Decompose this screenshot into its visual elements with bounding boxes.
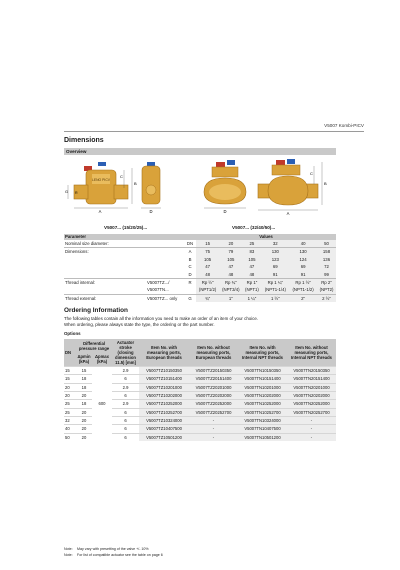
cell-dp-min: 15 [76,367,92,375]
col-item-eu-no-measuring: Item No. without measuring ports, European threads [189,339,238,367]
dimension-value: 32 [261,240,289,248]
dimension-value: 91 [261,271,289,279]
cell-dn: 50 [64,433,76,441]
dimension-value: 75 [196,248,219,256]
cell-item-eu-no-measuring: - [189,417,238,425]
dimension-value: Rp 1 ¼" [261,279,289,287]
row-symbol: DN [186,241,194,246]
ordering-intro-2: When ordering, please always state the type, the ordering or the part number. [64,322,215,327]
dimensions-row [64,279,336,287]
cell-item-eu-no-measuring: - [189,433,238,441]
row-label: Thread external: [64,294,146,302]
dimension-value: (NPT2) [317,286,336,294]
cell-item-eu-no-measuring: V5007TZ20201000 [189,383,238,391]
note-2-text: For list of compatible actuator see the table on page 6 [77,553,163,557]
cell-item-eu-no-measuring: V5007TZ20150350 [189,367,238,375]
cell-stroke: 6 [112,408,139,416]
row-code [146,271,184,279]
dimension-value: Rp 1 ½" [289,279,317,287]
col-diff-pressure: Differential pressure range [76,339,112,352]
cell-item-eu-no-measuring: - [189,425,238,433]
cell-item-npt-no-measuring: V5007TN20201000 [287,383,336,391]
dimension-value: 1" [219,294,242,302]
dimension-value: (NPT3/4) [219,286,242,294]
dimension-value: Rp ¾" [219,279,242,287]
row-label [64,263,146,270]
col-dn: DN [64,339,76,367]
dimension-value: 79 [219,248,242,256]
dimension-value: 2 ½" [317,294,336,302]
dimension-value: (NPT1-1/2) [289,286,317,294]
dimension-value: (NPT1-1/4) [261,286,289,294]
dimension-value: 47 [219,263,242,270]
cell-dp-min: 20 [76,392,92,400]
cell-stroke: 6 [112,392,139,400]
row-code [146,263,184,270]
cell-item-eu-measuring: V5007TZ10501200 [139,433,189,441]
cell-stroke: 6 [112,375,139,383]
cell-dp-min: 18 [76,375,92,383]
dimension-value: 47 [242,263,261,270]
ordering-title: Ordering Information [64,307,128,314]
cell-item-npt-no-measuring: - [287,417,336,425]
svg-text:G: G [65,189,69,194]
dimension-value: Rp ½" [196,279,219,287]
row-symbol: B [188,256,192,262]
dimension-value: 99 [317,271,336,279]
large-valve-front-drawing [204,160,246,214]
cell-item-npt-measuring: V5007TN10150350 [238,367,287,375]
svg-text:B: B [324,181,327,186]
cell-dp-max: 600 [92,367,112,442]
cell-dn: 20 [64,383,76,391]
cell-item-eu-no-measuring: V5007TZ20252700 [189,408,238,416]
cell-stroke: 2.9 [112,367,139,375]
cell-dp-min: 20 [76,425,92,433]
cell-item-npt-measuring: V5007TN10202000 [238,392,287,400]
row-label: Dimensions: [64,248,146,256]
section-title: Dimensions [64,137,104,144]
dimension-value: Rp 2" [317,279,336,287]
cell-dp-min: 18 [76,400,92,408]
cell-dn: 15 [64,367,76,375]
dimension-value: 130 [289,248,317,256]
cell-item-eu-no-measuring: V5007TZ20202000 [189,392,238,400]
valve-drawings [64,158,336,224]
dimensions-row [64,294,336,302]
svg-text:C: C [310,171,313,176]
header-rule [64,131,364,132]
cell-stroke: 6 [112,417,139,425]
cell-item-npt-no-measuring: V5007TN20150350 [287,367,336,375]
svg-text:A: A [98,209,102,214]
cell-item-eu-measuring: V5007TZ10252000 [139,400,189,408]
dimension-value: 40 [289,240,317,248]
row-code: V5007TZ.../ [146,279,184,287]
dimension-value: 136 [317,256,336,263]
options-row [64,367,336,375]
note-1-text: May vary with presetting of the valve +/- 10% [77,547,149,551]
cell-item-npt-no-measuring: V5007TN20252000 [287,400,336,408]
svg-text:C: C [120,174,123,179]
dimension-value: 48 [219,271,242,279]
dimension-value: 130 [261,248,289,256]
row-code: V5007TZ... only [146,294,184,302]
dimension-value: 1 ¼" [242,294,261,302]
dimension-value: Rp 1" [242,279,261,287]
dimension-value: ¾" [196,294,219,302]
dimension-value: 72 [317,263,336,270]
row-label [64,271,146,279]
dimension-value: (NPT1/2) [196,286,219,294]
cell-stroke: 6 [112,433,139,441]
dimension-value: 124 [289,256,317,263]
cell-item-npt-no-measuring: V5007TN20151400 [287,375,336,383]
dimension-value: 69 [261,263,289,270]
cell-dn: 40 [64,425,76,433]
dimension-value: 91 [289,271,317,279]
dimension-value: 2" [289,294,317,302]
dimensions-row [64,256,336,263]
ordering-intro-1: The following tables contain all the information you need to make an order of an item of your choice. [64,316,259,321]
svg-text:D: D [223,209,227,214]
cell-dn: 25 [64,400,76,408]
dimensions-row [64,248,336,256]
cell-dn: 32 [64,417,76,425]
cell-item-npt-no-measuring: V5007TN20252700 [287,408,336,416]
svg-text:D: D [149,209,153,214]
cell-dp-min: 20 [76,408,92,416]
cell-item-npt-no-measuring: V5007TN20202000 [287,392,336,400]
row-symbol [184,286,196,294]
document-header-title: V5007 Kombi-PICV [324,123,364,128]
cell-item-eu-no-measuring: V5007TZ20151400 [189,375,238,383]
cell-item-eu-measuring: V5007TZ10252700 [139,408,189,416]
row-symbol: G [184,294,196,302]
cell-item-eu-no-measuring: V5007TZ20252000 [189,400,238,408]
col-parameter: Parameter [64,234,196,240]
dimensions-table [64,234,336,302]
cell-item-npt-measuring: V5007TN10151400 [238,375,287,383]
cell-item-eu-measuring: V5007TZ10407500 [139,425,189,433]
cell-dp-min: 18 [76,383,92,391]
cell-item-eu-measuring: V5007TZ10201000 [139,383,189,391]
row-symbol: C [188,264,192,270]
dimensions-row [64,240,336,248]
col-dp-min: Δpmin (kPa) [76,352,92,366]
dimension-value: 69 [289,263,317,270]
small-valve-front-drawing [65,162,137,214]
dimension-value: 105 [196,256,219,263]
cell-dn: 25 [64,408,76,416]
dimension-value: 123 [261,256,289,263]
dimension-value: 1 ½" [261,294,289,302]
cell-item-npt-measuring: V5007TN10324000 [238,417,287,425]
cell-dp-min: 20 [76,417,92,425]
note-1-key: Note: [64,547,73,551]
cell-item-npt-measuring: V5007TN10501200 [238,433,287,441]
cell-stroke: 2.9 [112,383,139,391]
row-code [146,256,184,263]
dimension-value: 83 [242,248,261,256]
row-symbol: A [184,248,196,256]
row-symbol: D [188,271,192,277]
note-1 [64,547,149,551]
dimension-value: (NPT1) [242,286,261,294]
note-2 [64,553,163,557]
cell-item-npt-measuring: V5007TN10252000 [238,400,287,408]
col-dp-max: Δpmax (kPa) [92,352,112,366]
note-2-key: Note: [64,553,73,557]
col-item-eu-measuring: Item No. with measuring ports, European threads [139,339,189,367]
cell-stroke: 2.9 [112,400,139,408]
large-valve-side-drawing [258,159,327,216]
row-symbol: R [184,279,196,287]
caption-small-valves: V5007... (15/20/25)... [104,225,148,230]
cell-item-npt-measuring: V5007TN10407500 [238,425,287,433]
cell-item-eu-measuring: V5007TZ10324000 [139,417,189,425]
row-label [64,286,146,294]
cell-item-npt-no-measuring: - [287,425,336,433]
col-values: Values [196,234,336,240]
cell-item-npt-no-measuring: - [287,433,336,441]
dimensions-row [64,271,336,279]
row-code [146,240,184,248]
row-code [146,248,184,256]
cell-item-npt-measuring: V5007TN10201000 [238,383,287,391]
row-label: Nominal size diameter: [65,241,109,246]
dimension-value: 158 [317,248,336,256]
cell-item-eu-measuring: V5007TZ10202000 [139,392,189,400]
dimension-value: 25 [242,240,261,248]
dimension-value: 105 [219,256,242,263]
cell-dn: 15 [64,375,76,383]
dimension-value: 105 [242,256,261,263]
row-code: V5007TN... [147,287,169,293]
caption-large-valves: V5007... (32/40/50)... [232,225,276,230]
col-item-npt-no-measuring: Item No. without measuring ports, Internal NPT threads [287,339,336,367]
svg-text:R: R [75,191,78,195]
dimension-value: 20 [219,240,242,248]
dimensions-row [64,263,336,270]
cell-dp-min: 20 [76,433,92,441]
col-actuator-stroke: Actuator stroke (closing dimension 11.5) [mm] [112,339,139,367]
svg-text:A: A [286,211,290,216]
cell-item-npt-measuring: V5007TN10252700 [238,408,287,416]
overview-bar: Overview [64,148,336,155]
dimension-value: 47 [196,263,219,270]
cell-dn: 20 [64,392,76,400]
svg-text:B: B [134,181,137,186]
cell-item-eu-measuring: V5007TZ10151400 [139,375,189,383]
dimensions-row [64,286,336,294]
cell-item-eu-measuring: V5007TZ10150350 [139,367,189,375]
row-label [64,256,146,263]
dimension-value: 48 [242,271,261,279]
dimension-value: 15 [196,240,219,248]
options-title: Options [64,331,81,336]
cell-stroke: 6 [112,425,139,433]
small-valve-side-drawing [141,162,161,214]
svg-text:LENO PICV: LENO PICV [91,178,111,182]
dimension-value: 50 [317,240,336,248]
options-table [64,339,336,441]
col-item-npt-measuring: Item No. with measuring ports, Internal NPT threads [238,339,287,367]
row-label: Thread internal: [64,279,146,287]
dimension-value: 48 [196,271,219,279]
